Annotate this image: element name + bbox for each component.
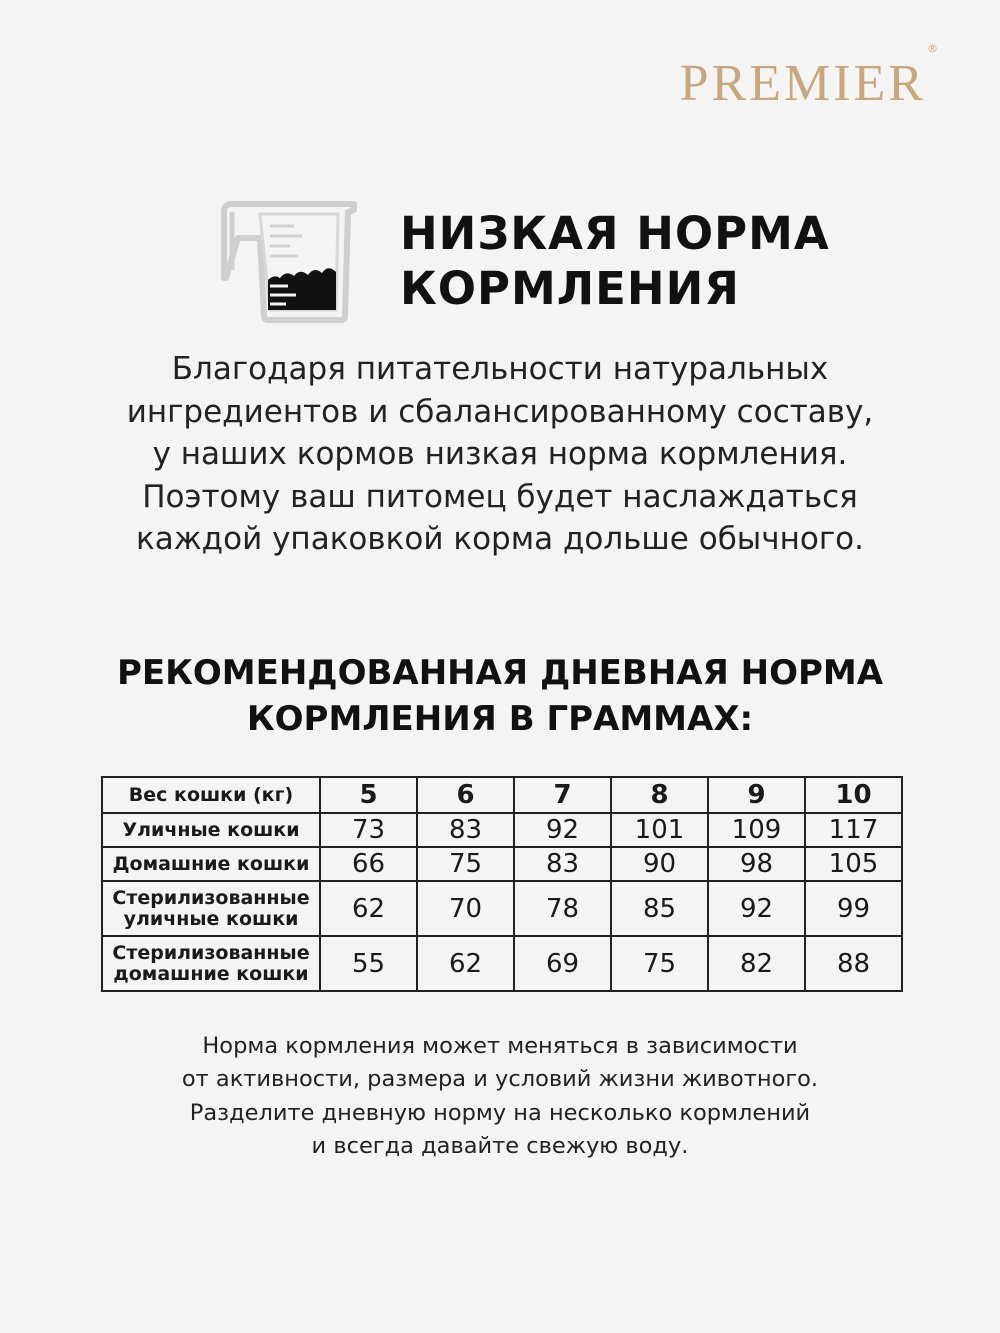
header-weight: 9: [708, 777, 805, 813]
intro-line: ингредиентов и сбалансированному составу,: [126, 393, 874, 430]
table-cell: 92: [514, 813, 611, 847]
footnote-line: от активности, размера и условий жизни животного.: [181, 1066, 819, 1093]
table-cell: 82: [708, 936, 805, 991]
table-cell: 109: [708, 813, 805, 847]
measuring-cup-icon: [218, 198, 360, 324]
table-cell: 73: [320, 813, 417, 847]
table-cell: 62: [417, 936, 514, 991]
table-cell: 78: [514, 881, 611, 936]
table-row: [102, 936, 902, 991]
footnote-line: Норма кормления может меняться в зависимости: [202, 1033, 798, 1059]
table-header-row: [102, 777, 902, 813]
footnote-line: и всегда давайте свежую воду.: [311, 1132, 689, 1159]
table-cell: 75: [417, 847, 514, 881]
hero-title-line: НИЗКАЯ НОРМА: [400, 207, 830, 260]
header-weight: 5: [320, 777, 417, 813]
intro-line: каждой упаковкой корма дольше обычного.: [136, 521, 864, 557]
intro-line: Поэтому ваш питомец будет наслаждаться: [142, 478, 858, 515]
table-cell: 69: [514, 936, 611, 991]
row-label-line: уличные кошки: [123, 907, 299, 930]
table-row: [102, 813, 902, 847]
table-cell: 85: [611, 881, 708, 936]
feeding-table: [101, 776, 903, 992]
header-weight: 10: [805, 777, 902, 813]
row-label: [102, 881, 320, 936]
section-title-line: КОРМЛЕНИЯ В ГРАММАХ:: [246, 699, 754, 739]
table-cell: 55: [320, 936, 417, 991]
registered-mark: ®: [927, 41, 938, 55]
table-cell: 105: [805, 847, 902, 881]
row-label: Уличные кошки: [102, 813, 320, 847]
intro-line: у наших кормов низкая норма кормления.: [152, 436, 848, 472]
row-label: [102, 936, 320, 991]
brand-name: PREMIER: [679, 55, 926, 112]
hero-title: [400, 206, 830, 316]
row-label-line: домашние кошки: [113, 962, 309, 985]
table-cell: 117: [805, 813, 902, 847]
footnote: [0, 1030, 1000, 1163]
section-title: [0, 650, 1000, 742]
table-cell: 90: [611, 847, 708, 881]
table-cell: 75: [611, 936, 708, 991]
table-cell: 98: [708, 847, 805, 881]
table-cell: 99: [805, 881, 902, 936]
table-row: [102, 847, 902, 881]
table-cell: 83: [417, 813, 514, 847]
header-weight-label: Вес кошки (кг): [102, 777, 320, 813]
section-title-line: РЕКОМЕНДОВАННАЯ ДНЕВНАЯ НОРМА: [116, 653, 884, 693]
table-cell: 66: [320, 847, 417, 881]
table-cell: 101: [611, 813, 708, 847]
header-weight: 6: [417, 777, 514, 813]
table-cell: 62: [320, 881, 417, 936]
table-cell: 83: [514, 847, 611, 881]
table-cell: 70: [417, 881, 514, 936]
hero-title-line: КОРМЛЕНИЯ: [400, 262, 740, 315]
header-weight: 8: [611, 777, 708, 813]
table-row: [102, 881, 902, 936]
brand-logo: [679, 41, 938, 112]
table-cell: 88: [805, 936, 902, 991]
intro-line: Благодаря питательности натуральных: [171, 351, 829, 387]
intro-paragraph: [0, 348, 1000, 561]
header-weight: 7: [514, 777, 611, 813]
table-cell: 92: [708, 881, 805, 936]
row-label-line: Стерилизованные: [112, 886, 310, 909]
footnote-line: Разделите дневную норму на несколько кормлений: [189, 1099, 811, 1126]
row-label: Домашние кошки: [102, 847, 320, 881]
row-label-line: Стерилизованные: [112, 941, 310, 964]
